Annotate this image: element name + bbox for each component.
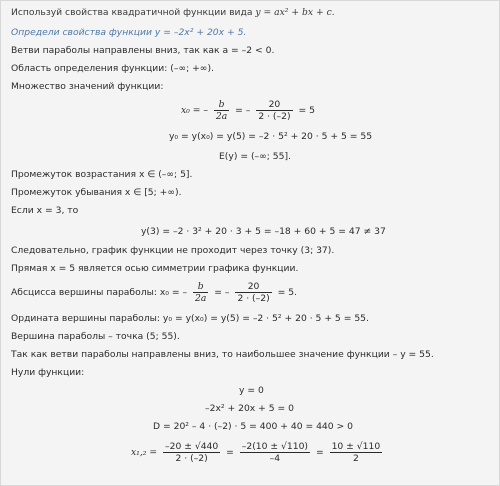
conclusion-line: Следовательно, график функции не проходит через точку (3; 37). xyxy=(11,245,335,256)
increase-line: Промежуток возрастания x ∈ (–∞; 5]. xyxy=(11,169,193,180)
x0-lhs: x₀ = – xyxy=(181,105,208,116)
symmetry-line: Прямая x = 5 является осью симметрии графика функции. xyxy=(11,263,299,274)
abscissa-frac-num xyxy=(235,281,271,304)
roots-frac-3 xyxy=(330,441,383,464)
vertex-line: Вершина параболы – точка (5; 55). xyxy=(11,331,180,342)
x0-frac-num xyxy=(256,99,292,122)
domain-line: Область определения функции: (–∞; +∞). xyxy=(11,63,214,74)
if-x3-line: Если x = 3, то xyxy=(11,205,79,216)
roots-eq-1: = xyxy=(226,447,234,458)
roots-frac-2 xyxy=(240,441,310,464)
range-title: Множество значений функции: xyxy=(11,81,164,92)
roots-num-2: –2(10 ± √110) xyxy=(241,441,309,452)
abscissa-line xyxy=(11,281,297,304)
x0-2a: 2a xyxy=(215,111,228,122)
ey-line: E(y) = (–∞; 55]. xyxy=(219,151,291,162)
max-value-line: Так как ветви параболы направлены вниз, то наибольшее значение функции – y = 55. xyxy=(11,349,434,360)
abscissa-2a: 2a xyxy=(195,293,207,304)
decrease-line: Промежуток убывания x ∈ [5; +∞). xyxy=(11,187,182,198)
abscissa-text: Абсцисса вершины параболы: x₀ = – xyxy=(11,287,188,298)
task-line: Определи свойства функции y = –2x² + 20x + 5. xyxy=(11,27,247,38)
abscissa-mid: = – xyxy=(214,287,230,298)
intro-line xyxy=(11,7,335,19)
y3-line: y(3) = –2 · 3² + 20 · 3 + 5 = –18 + 60 + 5 = 47 ≠ 37 xyxy=(141,226,386,237)
eq-quadratic: –2x² + 20x + 5 = 0 xyxy=(205,403,294,414)
abscissa-b: b xyxy=(193,281,208,293)
intro-text: Используй свойства квадратичной функции вида xyxy=(11,7,256,18)
x0-num: 20 xyxy=(256,99,292,111)
abscissa-result: = 5. xyxy=(277,287,297,298)
zeros-title: Нули функции: xyxy=(11,367,85,378)
roots-frac-1 xyxy=(163,441,220,464)
y0-line: y₀ = y(x₀) = y(5) = –2 · 5² + 20 · 5 + 5 = 55 xyxy=(169,131,373,142)
roots-formula xyxy=(131,441,385,464)
x0-result: = 5 xyxy=(298,105,315,116)
abscissa-den: 2 · (–2) xyxy=(237,293,270,304)
x0-formula xyxy=(181,99,315,122)
discriminant-line: D = 20² – 4 · (–2) · 5 = 400 + 40 = 440 > 0 xyxy=(153,421,354,432)
intro-formula: y = ax² + bx + c. xyxy=(255,7,335,18)
abscissa-num: 20 xyxy=(235,281,271,293)
branches-line: Ветви параболы направлены вниз, так как a = –2 < 0. xyxy=(11,45,275,56)
abscissa-frac-b2a xyxy=(193,281,208,304)
roots-den-2: –4 xyxy=(269,453,281,464)
x0-frac-b2a xyxy=(214,99,229,122)
roots-lhs: x₁,₂ = xyxy=(131,447,158,458)
roots-num-1: –20 ± √440 xyxy=(165,441,219,452)
roots-num-3: 10 ± √110 xyxy=(331,441,381,452)
roots-eq-2: = xyxy=(315,447,324,458)
roots-den-3: 2 xyxy=(352,453,359,464)
roots-den-1: 2 · (–2) xyxy=(175,453,208,464)
x0-b: b xyxy=(214,99,229,111)
eq-y0: y = 0 xyxy=(239,385,264,396)
x0-mid: = – xyxy=(235,105,251,116)
ordinate-line: Ордината вершины параболы: y₀ = y(x₀) = y(5) = –2 · 5² + 20 · 5 + 5 = 55. xyxy=(11,313,369,324)
x0-den: 2 · (–2) xyxy=(258,111,291,122)
